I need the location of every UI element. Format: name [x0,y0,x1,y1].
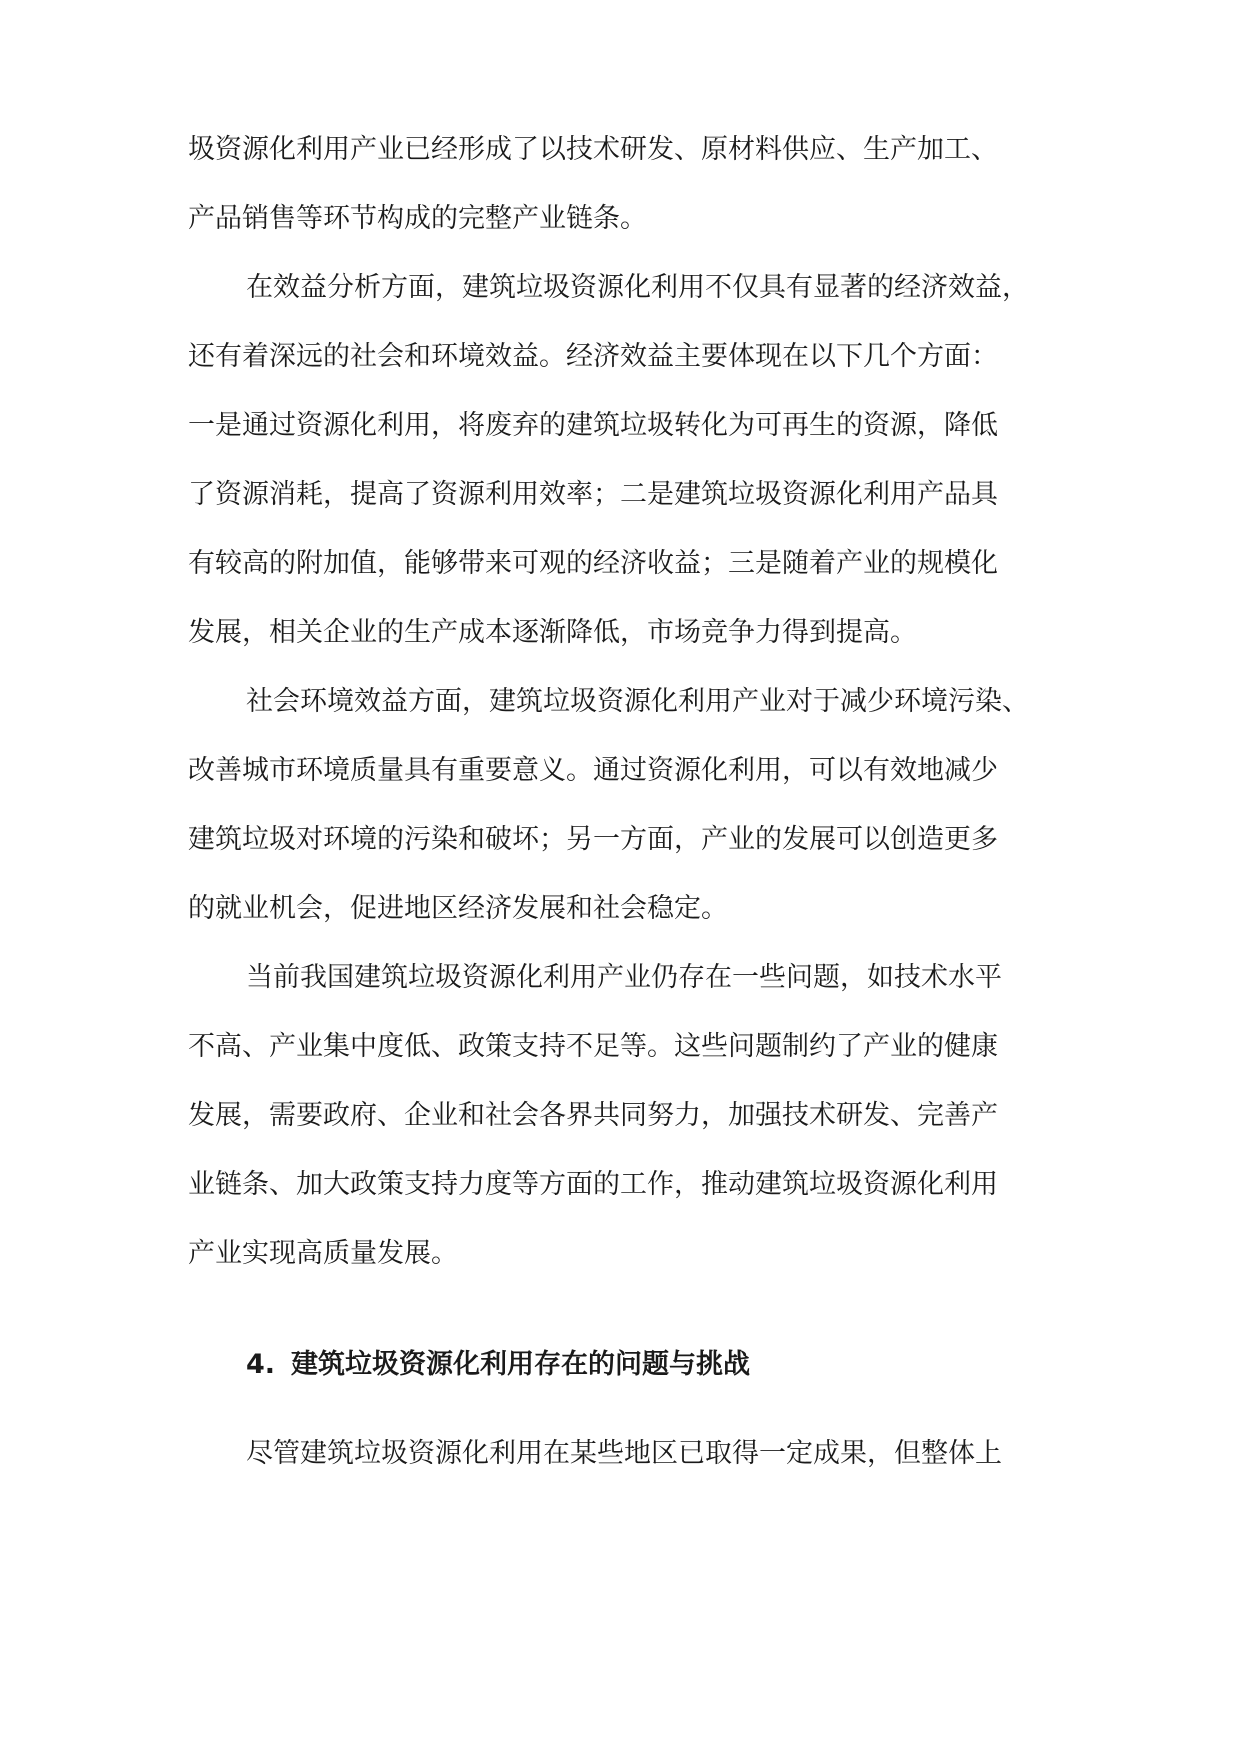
paragraph-2-line-6: 发展，相关企业的生产成本逐渐降低，市场竞争力得到提高。 [188,617,917,648]
paragraph-2-line-3: 一是通过资源化利用，将废弃的建筑垃圾转化为可再生的资源，降低 [188,410,998,441]
paragraph-4-line-5: 产业实现高质量发展。 [188,1238,458,1269]
section-number: 4. [246,1349,276,1380]
paragraph-3-line-2: 改善城市环境质量具有重要意义。通过资源化利用，可以有效地减少 [188,755,998,786]
paragraph-1-line-1: 圾资源化利用产业已经形成了以技术研发、原材料供应、生产加工、 [188,134,998,165]
paragraph-4-line-4: 业链条、加大政策支持力度等方面的工作，推动建筑垃圾资源化利用 [188,1169,998,1200]
paragraph-5-line-1: 尽管建筑垃圾资源化利用在某些地区已取得一定成果，但整体上 [246,1438,1002,1469]
paragraph-3-line-1: 社会环境效益方面，建筑垃圾资源化利用产业对于减少环境污染、 [246,686,1029,717]
paragraph-3-line-3: 建筑垃圾对环境的污染和破坏；另一方面，产业的发展可以创造更多 [188,824,998,855]
paragraph-2-line-4: 了资源消耗，提高了资源利用效率；二是建筑垃圾资源化利用产品具 [188,479,998,510]
paragraph-4-line-1: 当前我国建筑垃圾资源化利用产业仍存在一些问题，如技术水平 [246,962,1002,993]
paragraph-2-line-2: 还有着深远的社会和环境效益。经济效益主要体现在以下几个方面： [188,341,998,372]
paragraph-4-line-2: 不高、产业集中度低、政策支持不足等。这些问题制约了产业的健康 [188,1031,998,1062]
paragraph-1-line-2: 产品销售等环节构成的完整产业链条。 [188,203,647,234]
paragraph-2-line-5: 有较高的附加值，能够带来可观的经济收益；三是随着产业的规模化 [188,548,998,579]
paragraph-4-line-3: 发展，需要政府、企业和社会各界共同努力，加强技术研发、完善产 [188,1100,998,1131]
section-heading [246,1345,750,1385]
paragraph-3-line-4: 的就业机会，促进地区经济发展和社会稳定。 [188,893,728,924]
section-title: 建筑垃圾资源化利用存在的问题与挑战 [291,1349,751,1380]
paragraph-2-line-1: 在效益分析方面，建筑垃圾资源化利用不仅具有显著的经济效益， [246,272,1029,303]
